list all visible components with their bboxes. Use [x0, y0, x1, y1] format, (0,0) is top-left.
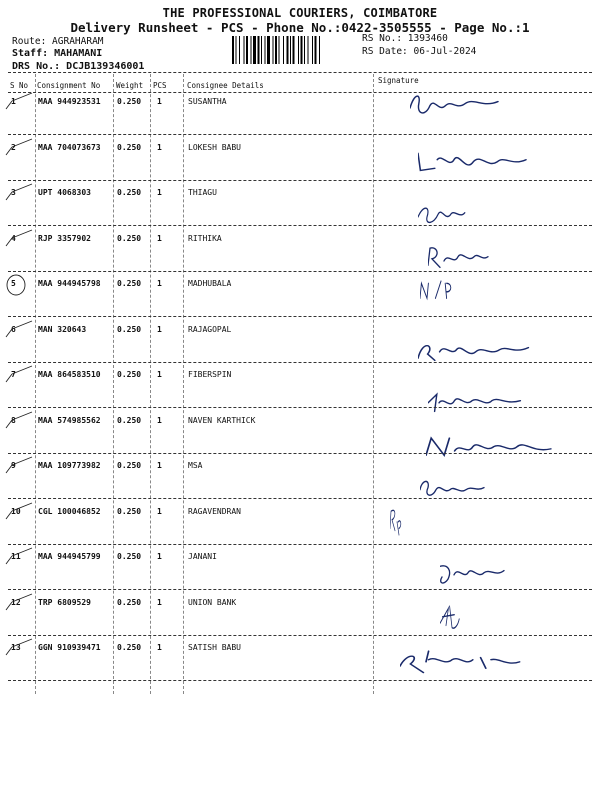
- rs-number: RS No.: 1393460: [362, 33, 448, 44]
- col-header-consignment: Consignment No: [37, 81, 101, 90]
- row-separator: [8, 589, 592, 590]
- col-separator: [183, 74, 184, 694]
- sheet-title: Delivery Runsheet - PCS - Phone No.:0422-3505555 - Page No.:1: [70, 20, 530, 35]
- delivery-tick-icon: [4, 546, 34, 570]
- row-pcs: 1: [157, 279, 162, 288]
- row-consignment-number: GGN 910939471: [38, 643, 101, 652]
- row-consignment-number: MAN 320643: [38, 324, 87, 334]
- col-separator: [150, 74, 151, 694]
- col-separator: [373, 74, 374, 694]
- row-separator: [8, 362, 592, 363]
- company-title: THE PROFESSIONAL COURIERS, COIMBATORE: [162, 6, 438, 20]
- recipient-signature: [418, 149, 538, 179]
- col-header-pcs: PCS: [153, 81, 167, 90]
- recipient-signature: [440, 604, 500, 634]
- row-weight: 0.250: [117, 370, 142, 379]
- col-header-weight: Weight: [116, 81, 144, 90]
- row-consignee: NAVEN KARTHICK: [188, 415, 256, 425]
- col-header-signature: Signature: [378, 76, 419, 85]
- row-weight: 0.250: [117, 552, 142, 561]
- route-label: Route: AGRAHARAM: [12, 36, 104, 47]
- recipient-signature: [426, 436, 556, 466]
- row-pcs: 1: [157, 324, 162, 334]
- delivery-tick-icon: [4, 319, 34, 343]
- row-sno: 7: [11, 370, 16, 379]
- row-consignee: SUSANTHA: [188, 97, 227, 106]
- recipient-signature: [410, 93, 520, 123]
- delivery-tick-icon: [4, 637, 34, 661]
- row-sno: 11: [11, 552, 21, 561]
- row-consignee: THIAGU: [188, 188, 217, 197]
- row-consignment-number: RJP 3357902: [38, 233, 91, 243]
- col-header-sno: S No: [10, 81, 29, 90]
- barcode: [232, 36, 354, 64]
- row-sno: 10: [11, 506, 21, 516]
- row-weight: 0.250: [117, 461, 142, 470]
- row-pcs: 1: [157, 506, 162, 516]
- row-consignment-number: TRP 6809529: [38, 597, 91, 607]
- row-separator: [8, 271, 592, 272]
- delivery-tick-icon: [4, 455, 34, 479]
- row-consignee: JANANI: [188, 552, 217, 561]
- row-pcs: 1: [157, 97, 162, 106]
- recipient-signature: [428, 390, 538, 420]
- row-pcs: 1: [157, 552, 162, 561]
- row-consignee: RAJAGOPAL: [188, 324, 232, 334]
- row-weight: 0.250: [117, 597, 142, 607]
- row-separator: [8, 635, 592, 636]
- row-consignment-number: UPT 4068303: [38, 188, 91, 197]
- row-separator: [8, 180, 592, 181]
- row-consignee: SATISH BABU: [188, 643, 241, 652]
- delivery-tick-icon: [4, 228, 34, 252]
- row-pcs: 1: [157, 643, 162, 652]
- rs-date: RS Date: 06-Jul-2024: [362, 46, 477, 57]
- row-separator: [8, 498, 592, 499]
- header-rule-top: [8, 72, 592, 73]
- row-consignment-number: MAA 864583510: [38, 370, 101, 379]
- row-weight: 0.250: [117, 643, 142, 652]
- recipient-signature: [420, 479, 520, 509]
- row-consignment-number: MAA 944945798: [38, 279, 101, 288]
- row-consignment-number: MAA 574985562: [38, 415, 101, 425]
- row-pcs: 1: [157, 461, 162, 470]
- row-separator: [8, 316, 592, 317]
- row-weight: 0.250: [117, 188, 142, 197]
- row-sno: 9: [11, 461, 16, 470]
- delivery-tick-icon: [4, 410, 34, 434]
- row-sno: 8: [11, 415, 16, 425]
- row-sno: 6: [11, 324, 16, 334]
- row-pcs: 1: [157, 142, 162, 152]
- row-weight: 0.250: [117, 97, 142, 106]
- col-separator: [113, 74, 114, 694]
- row-weight: 0.250: [117, 233, 142, 243]
- row-consignment-number: MAA 944945799: [38, 552, 101, 561]
- row-consignee: RAGAVENDRAN: [188, 506, 241, 516]
- row-weight: 0.250: [117, 142, 142, 152]
- row-separator: [8, 407, 592, 408]
- recipient-signature: [418, 339, 538, 369]
- delivery-tick-icon: [4, 137, 34, 161]
- col-header-consignee: Consignee Details: [187, 81, 264, 90]
- row-pcs: 1: [157, 233, 162, 243]
- row-consignment-number: MAA 109773982: [38, 461, 101, 470]
- recipient-signature: [420, 279, 490, 309]
- row-pcs: 1: [157, 415, 162, 425]
- row-weight: 0.250: [117, 279, 142, 288]
- row-sno: 4: [11, 233, 16, 243]
- row-separator: [8, 544, 592, 545]
- recipient-signature: [400, 649, 530, 679]
- row-separator: [8, 134, 592, 135]
- row-consignee: MADHUBALA: [188, 279, 232, 288]
- row-consignment-number: MAA 704073673: [38, 142, 101, 152]
- row-weight: 0.250: [117, 324, 142, 334]
- row-separator: [8, 225, 592, 226]
- row-consignee: MSA: [188, 461, 203, 470]
- row-weight: 0.250: [117, 415, 142, 425]
- drs-number: DRS No.: DCJB139346001: [12, 61, 145, 72]
- row-consignee: FIBERSPIN: [188, 370, 232, 379]
- row-separator: [8, 453, 592, 454]
- recipient-signature: [440, 562, 540, 592]
- delivery-tick-icon: [4, 273, 34, 297]
- row-consignee: LOKESH BABU: [188, 142, 241, 152]
- row-sno: 2: [11, 142, 16, 152]
- row-pcs: 1: [157, 188, 162, 197]
- row-consignee: UNION BANK: [188, 597, 237, 607]
- delivery-tick-icon: [4, 592, 34, 616]
- recipient-signature: [390, 507, 440, 537]
- row-consignment-number: MAA 944923531: [38, 97, 101, 106]
- row-pcs: 1: [157, 597, 162, 607]
- col-separator: [35, 74, 36, 694]
- recipient-signature: [418, 202, 508, 232]
- row-consignment-number: CGL 100046852: [38, 506, 101, 516]
- delivery-tick-icon: [4, 91, 34, 115]
- row-sno: 3: [11, 188, 16, 197]
- row-pcs: 1: [157, 370, 162, 379]
- delivery-tick-icon: [4, 364, 34, 388]
- row-sno: 1: [11, 97, 16, 106]
- row-consignee: RITHIKA: [188, 233, 222, 243]
- delivery-tick-icon: [4, 182, 34, 206]
- row-sno: 12: [11, 597, 21, 607]
- row-weight: 0.250: [117, 506, 142, 516]
- row-sno: 13: [11, 643, 21, 652]
- delivery-tick-icon: [4, 501, 34, 525]
- staff-label: Staff: MAHAMANI: [12, 48, 103, 59]
- row-separator: [8, 680, 592, 681]
- row-sno: 5: [11, 279, 16, 288]
